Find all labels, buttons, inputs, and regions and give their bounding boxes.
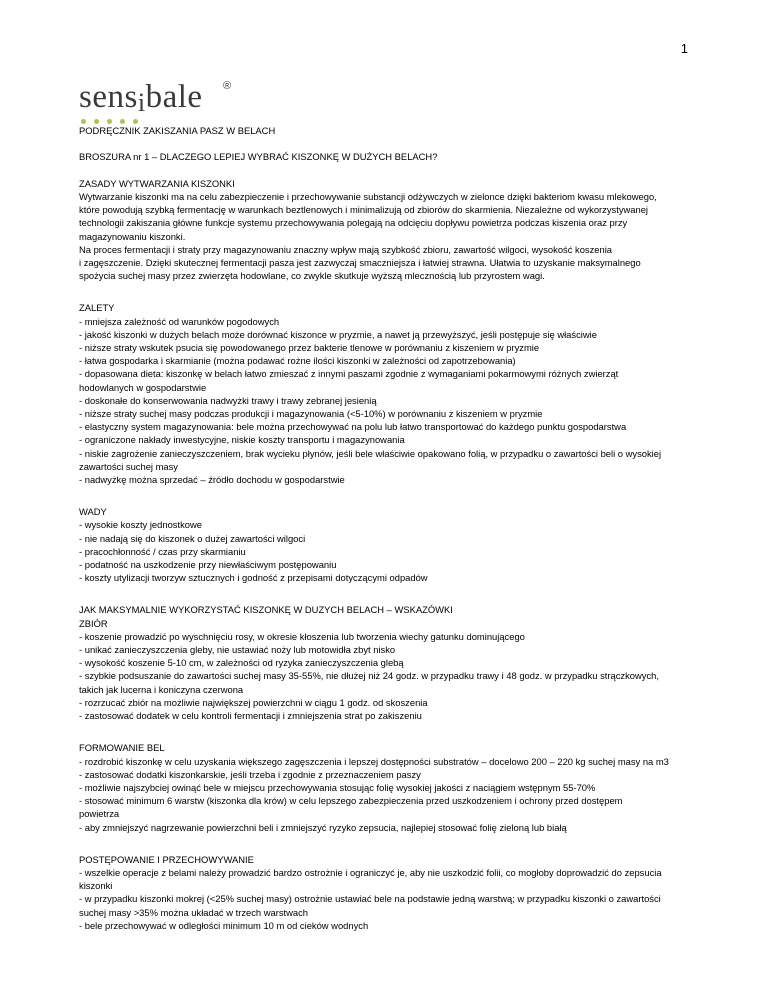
section-line: - doskonałe do konserwowania nadwyżki trawy i trawy zebranej jesienią [79,394,377,406]
section-title: FORMOWANIE BEL [79,742,165,754]
section-line: kiszonki [79,880,113,892]
section-line: - zastosować dodatki kiszonkarskie, jeśli trzeba i zgodnie z przeznaczeniem paszy [79,768,421,780]
section-title: ZASADY WYTWARZANIA KISZONKI [79,177,235,189]
section [79,741,699,833]
section-title: WADY [79,506,107,518]
section-line: technologii zakiszania główne funkcje systemu przechowywania polegają na odcięciu dopływu powietrza podczas kiszenia oraz przy [79,217,628,229]
brochure-subheading: BROSZURA nr 1 – DLACZEGO LEPIEJ WYBRAĆ KISZONKĘ W DUŻYCH BELACH? [79,151,438,163]
section-line: - koszty utylizacji tworzyw sztucznych i godność z przepisami dotyczącymi odpadów [79,572,428,584]
sensibale-logo [79,79,232,124]
section-line: - bele przechowywać w odległości minimum 10 m od cieków wodnych [79,919,369,931]
section-line: powietrza [79,808,120,820]
section [79,853,699,932]
section-line: - niskie zagrożenie zanieczyszczeniem, brak wycieku płynów, jeśli bele właściwie opakowano folią, w przypadku o zawartości beli o wysokiej [79,447,662,459]
section-line: - niższe straty suchej masy podczas produkcji i magazynowania (<5-10%) w porównaniu z kiszeniem w pryzmie [79,408,543,420]
section-line: - stosować minimum 6 warstw (kiszonka dla krów) w celu lepszego zabezpieczenia przed uszkodzeniem i ochrony przed dostępem [79,795,623,807]
section-title: POSTĘPOWANIE I PRZECHOWYWANIE [79,853,254,865]
section-line: - szybkie podsuszanie do zawartości suchej masy 35-55%, nie dłużej niż 24 godz. w przypadku trawy i 48 godz. w przypadku strączkowych, [79,670,659,682]
section-line: - unikać zanieczyszczenia gleby, nie ustawiać noży lub motowidła zbyt nisko [79,644,396,656]
section [79,603,699,722]
section-line: - niższe straty wskutek psucia się powodowanego przez bakterie tlenowe w porównaniu z kiszeniem w pryzmie [79,342,540,354]
section-line: ZBIÓR [79,617,108,629]
logo-text-after: bale [145,79,203,115]
section-line: - możliwie najszybciej owinąć bele w miejscu przechowywania stosując folię wysokiej jakości z naciągiem wstępnym 55-70% [79,781,596,793]
registered-mark: ® [223,80,232,92]
section-line: Wytwarzanie kiszonki ma na celu zabezpieczenie i przechowywanie substancji odżywczych w zielonce dzięki bakteriom kwasu mlekowego, [79,190,657,202]
section-line: - wysokość koszenie 5-10 cm, w zależności od ryzyka zanieczyszczenia glebą [79,657,404,669]
section-line: - łatwa gospodarka i skarmianie (można podawać rożne ilości kiszonki w zależności od zapotrzebowania) [79,355,516,367]
section-line: - w przypadku kiszonki mokrej (<25% suchej masy) ostrożnie ustawiać bele na podstawie jedną warstwą; w przypadku kiszonki o zawartości [79,893,661,905]
section-line: i zagęszczenie. Dzięki skutecznej fermentacji pasza jest zazwyczaj smaczniejsza i łatwiej strawna. Ułatwia to uzyskanie maksymalnego [79,257,641,268]
document-body [79,124,699,932]
section-line: - jakość kiszonki w dużych belach może dorównać kiszonce w pryzmie, a nawet ją przewyższyć, jeśli postępuje się właściwie [79,328,597,340]
section-line: - nadwyżkę można sprzedać – źródło dochodu w gospodarstwie [79,474,345,486]
logo-text-i: i [137,88,146,117]
section-line: magazynowaniu kiszonki. [79,230,186,242]
section-line: - rozrzucać zbiór na możliwie największej powierzchni w ciągu 1 godz. od skoszenia [79,696,428,708]
section-line: - podatność na uszkodzenie przy niewłaściwym postępowaniu [79,559,337,571]
section-line: takich jak lucerna i koniczyna czerwona [79,683,244,695]
sections-container [79,177,699,932]
section-line: - wysokie koszty jednostkowe [79,519,202,531]
section-title: JAK MAKSYMALNIE WYKORZYSTAĆ KISZONKĘ W DUZYCH BELACH – WSKAZÓWKI [79,604,453,616]
section-line: - wszelkie operacje z belami należy prowadzić bardzo ostrożnie i ograniczyć je, aby nie uszkodzić folii, co mogłoby doprowadzić do zepsucia [79,866,662,878]
section-line: - aby zmniejszyć nagrzewanie powierzchni beli i zmniejszyć ryzyko zepsucia, najlepiej stosować folię zieloną lub białą [79,821,567,833]
section-line: - pracochłonność / czas przy skarmianiu [79,545,246,557]
logo-text-before: sens [79,79,138,115]
section-line: - mniejsza zależność od warunków pogodowych [79,315,280,327]
section-line: zawartości suchej masy [79,460,178,472]
section-title: ZALETY [79,302,115,314]
section-line: - nie nadają się do kiszonek o dużej zawartości wilgoci [79,532,306,544]
section-line: spożycia suchej masy przez zwierzęta hodowlane, co zwykle skutkuje wyższą mlecznością lub przyrostem wagi. [79,270,545,282]
section-line: które powodują szybką fermentację w warunkach beztlenowych i minimalizują od zbiorów do skarmienia. Niezależne od wykorzystywanej [79,204,649,216]
document-heading: PODRĘCZNIK ZAKISZANIA PASZ W BELACH [79,125,276,136]
section-line: - koszenie prowadzić po wyschnięciu rosy, w okresie kłoszenia lub tworzenia wiechy gatunku dominującego [79,630,525,642]
section-line: - ograniczone nakłady inwestycyjne, niskie koszty transportu i magazynowania [79,434,405,446]
section [79,177,699,283]
page-number: 1 [680,41,688,56]
section-line: - elastyczny system magazynowania: bele można przechowywać na polu lub łatwo transportować do każdego punktu gospodarstwa [79,421,627,433]
section-line: hodowlanych w gospodarstwie [79,381,207,393]
section-line: - rozdrobić kiszonkę w celu uzyskania większego zagęszczenia i lepszej dostępności substratów – docelowo 200 – 220 kg suchej masy na m3 [79,755,669,767]
section-line: - zastosować dodatek w celu kontroli fermentacji i zmniejszenia strat po zakiszeniu [79,710,422,722]
section-line: - dopasowana dieta: kiszonkę w belach łatwo zmieszać z innymi paszami zgodnie z wymaganiami pokarmowymi różnych zwierząt [79,368,619,380]
section-line: suchej masy >35% można układać w trzech warstwach [79,906,309,918]
section-line: Na proces fermentacji i straty przy magazynowaniu znaczny wpływ mają szybkość zbioru, zawartość wilgoci, wysokość koszenia [79,243,613,255]
section [79,505,699,584]
logo-wordmark [79,80,203,116]
section [79,301,699,486]
